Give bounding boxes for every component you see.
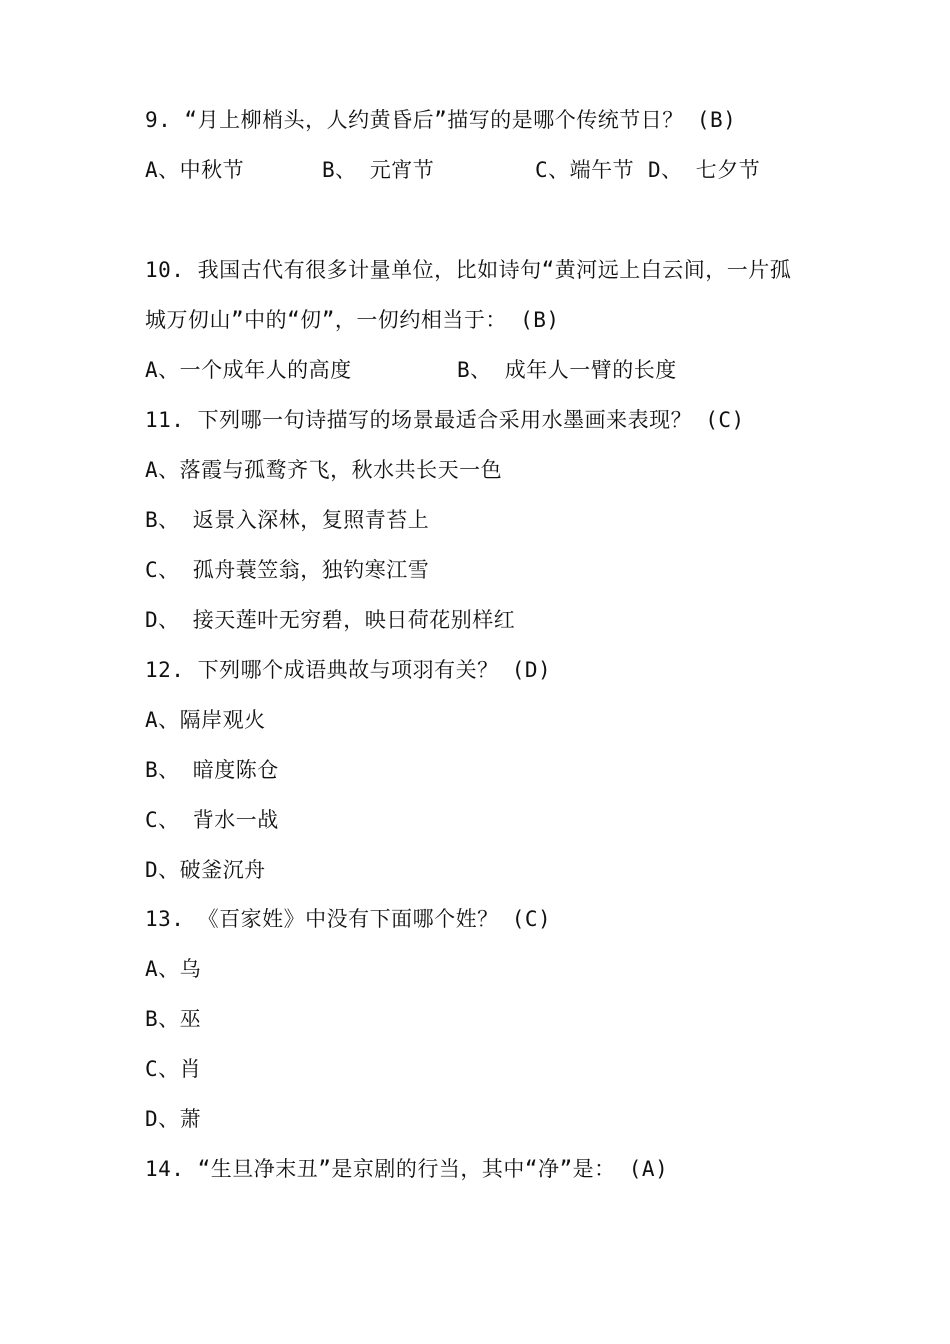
q12-option-b: B、 暗度陈仓: [145, 758, 279, 782]
q11-option-b: B、 返景入深林，复照青苔上: [145, 508, 430, 532]
q10-option-a: A、一个成年人的高度: [145, 358, 352, 382]
question-10-line-2: 城万仞山”中的“仞”，一仞约相当于： (B): [145, 308, 560, 332]
question-13: 13. 《百家姓》中没有下面哪个姓？ (C): [145, 907, 552, 931]
q13-option-c: C、肖: [145, 1057, 202, 1081]
question-11: 11. 下列哪一句诗描写的场景最适合采用水墨画来表现？ (C): [145, 408, 745, 432]
question-14: 14. “生旦净末丑”是京剧的行当，其中“净”是： (A): [145, 1157, 669, 1181]
q9-option-a: A、中秋节: [145, 158, 245, 182]
question-10-line-1: 10. 我国古代有很多计量单位，比如诗句“黄河远上白云间，一片孤: [145, 258, 792, 282]
question-9: 9. “月上柳梢头，人约黄昏后”描写的是哪个传统节日？ (B): [145, 108, 737, 132]
q11-option-c: C、 孤舟蓑笠翁，独钓寒江雪: [145, 558, 430, 582]
q11-option-d: D、 接天莲叶无穷碧，映日荷花别样红: [145, 608, 516, 632]
q9-option-d: D、 七夕节: [648, 158, 761, 182]
q9-option-c: C、端午节: [535, 158, 635, 182]
q13-option-d: D、萧: [145, 1107, 202, 1131]
q12-option-c: C、 背水一战: [145, 808, 279, 832]
question-12: 12. 下列哪个成语典故与项羽有关？ (D): [145, 658, 552, 682]
q10-option-b: B、 成年人一臂的长度: [457, 358, 677, 382]
q9-option-b: B、 元宵节: [322, 158, 435, 182]
q11-option-a: A、落霞与孤鹜齐飞，秋水共长天一色: [145, 458, 503, 482]
q13-option-a: A、乌: [145, 957, 202, 981]
q12-option-a: A、隔岸观火: [145, 708, 266, 732]
q12-option-d: D、破釜沉舟: [145, 858, 266, 882]
q13-option-b: B、巫: [145, 1007, 202, 1031]
